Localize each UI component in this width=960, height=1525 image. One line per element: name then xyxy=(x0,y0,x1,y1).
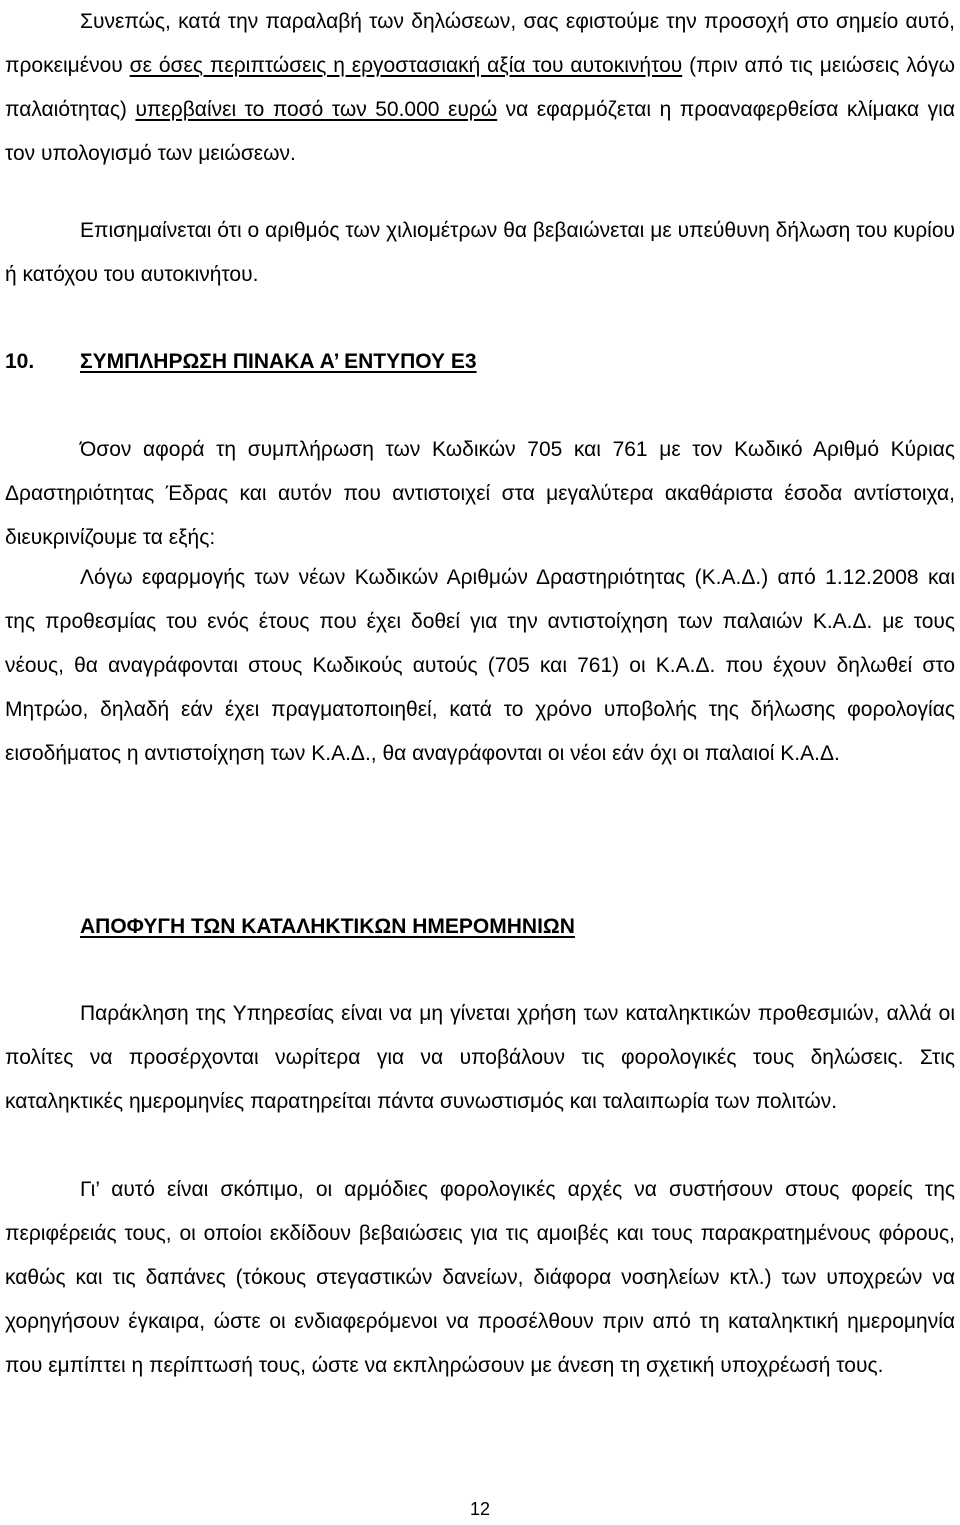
deadlines-text-1: Παράκληση της Υπηρεσίας είναι να μη γίνεται χρήση των καταληκτικών προθεσμιών, αλλά οι πολίτες να προσέρχονται νωρίτερα για να υποβάλουν τις φορολογικές τους δηλώσεις. Στις καταληκτικές ημερομηνίες παρατηρείται πάντα συνωστισμός και ταλαιπωρία των πολιτών. xyxy=(5,1002,955,1113)
deadlines-paragraph-1 xyxy=(5,992,955,1124)
intro-mileage-note: Επισημαίνεται ότι ο αριθμός των χιλιομέτρων θα βεβαιώνεται με υπεύθυνη δήλωση του κυρίου ή κατόχου του αυτοκινήτου. xyxy=(5,219,955,286)
intro-text-a: Συνεπώς, κατά την παραλαβή των δηλώσεων, σας εφιστούμε την προσοχή στο σημείο αυτό, προκειμένου xyxy=(5,10,955,77)
section-10-text-1: Όσον αφορά τη συμπλήρωση των Κωδικών 705 και 761 με τον Κωδικό Αριθμό Κύριας Δραστηριότητας Έδρας και αυτόν που αντιστοιχεί στα μεγαλύτερα ακαθάριστα έσοδα αντίστοιχα, διευκρινίζουμε τα εξής: xyxy=(5,438,955,549)
page-number: 12 xyxy=(469,1499,491,1519)
intro-underlined-factory-value: σε όσες περιπτώσεις η εργοστασιακή αξία του αυτοκινήτου xyxy=(129,54,683,77)
deadlines-heading xyxy=(80,905,575,949)
section-10-paragraph-2 xyxy=(5,556,955,776)
intro-text-b: (πριν από τις μειώσεις λόγω παλαιότητας) xyxy=(5,54,955,121)
section-10-heading xyxy=(5,340,477,384)
intro-paragraph-1 xyxy=(5,0,955,176)
intro-paragraph-2 xyxy=(5,209,955,297)
deadlines-text-2: Γι’ αυτό είναι σκόπιμο, οι αρμόδιες φορολογικές αρχές να συστήσουν στους φορείς της περιφέρειάς τους, οι οποίοι εκδίδουν βεβαιώσεις για τις αμοιβές και τους παρακρατημένους φόρους, καθώς και τις δαπάνες (τόκους στεγαστικών δανείων, διάφορα νοσηλείων κτλ.) των υποχρεών να χορηγήσουν έγκαιρα, ώστε οι ενδιαφερόμενοι να προσέλθουν πριν από τη καταληκτική ημερομηνία που εμπίπτει η περίπτωσή τους, ώστε να εκπληρώσουν με άνεση τη σχετική υποχρέωσή τους. xyxy=(5,1178,955,1377)
deadlines-paragraph-2 xyxy=(5,1168,955,1388)
section-10-number: 10. xyxy=(5,350,35,373)
intro-text-c: να εφαρμόζεται η προαναφερθείσα κλίμακα για τον υπολογισμό των μειώσεων. xyxy=(5,98,955,165)
section-10-paragraph-1 xyxy=(5,428,955,560)
section-10-text-2: Λόγω εφαρμογής των νέων Κωδικών Αριθμών Δραστηριότητας (Κ.Α.Δ.) από 1.12.2008 και της προθεσμίας του ενός έτους που έχει δοθεί για την αντιστοίχηση των παλαιών Κ.Α.Δ. με τους νέους, θα αναγράφονται στους Κωδικούς αυτούς (705 και 761) οι Κ.Α.Δ. που έχουν δηλωθεί στο Μητρώο, δηλαδή εάν έχει πραγματοποιηθεί, κατά το χρόνο υποβολής της δήλωσης φορολογίας εισοδήματος η αντιστοίχηση των Κ.Α.Δ., θα αναγράφονται οι νέοι εάν όχι οι παλαιοί Κ.Α.Δ. xyxy=(5,566,955,765)
deadlines-title: ΑΠΟΦΥΓΗ ΤΩΝ ΚΑΤΑΛΗΚΤΙΚΩΝ ΗΜΕΡΟΜΗΝΙΩΝ xyxy=(80,915,575,938)
intro-underlined-amount: υπερβαίνει το ποσό των 50.000 ευρώ xyxy=(135,98,498,121)
section-10-title: ΣΥΜΠΛΗΡΩΣΗ ΠΙΝΑΚΑ Α’ ΕΝΤΥΠΟΥ Ε3 xyxy=(80,350,477,373)
